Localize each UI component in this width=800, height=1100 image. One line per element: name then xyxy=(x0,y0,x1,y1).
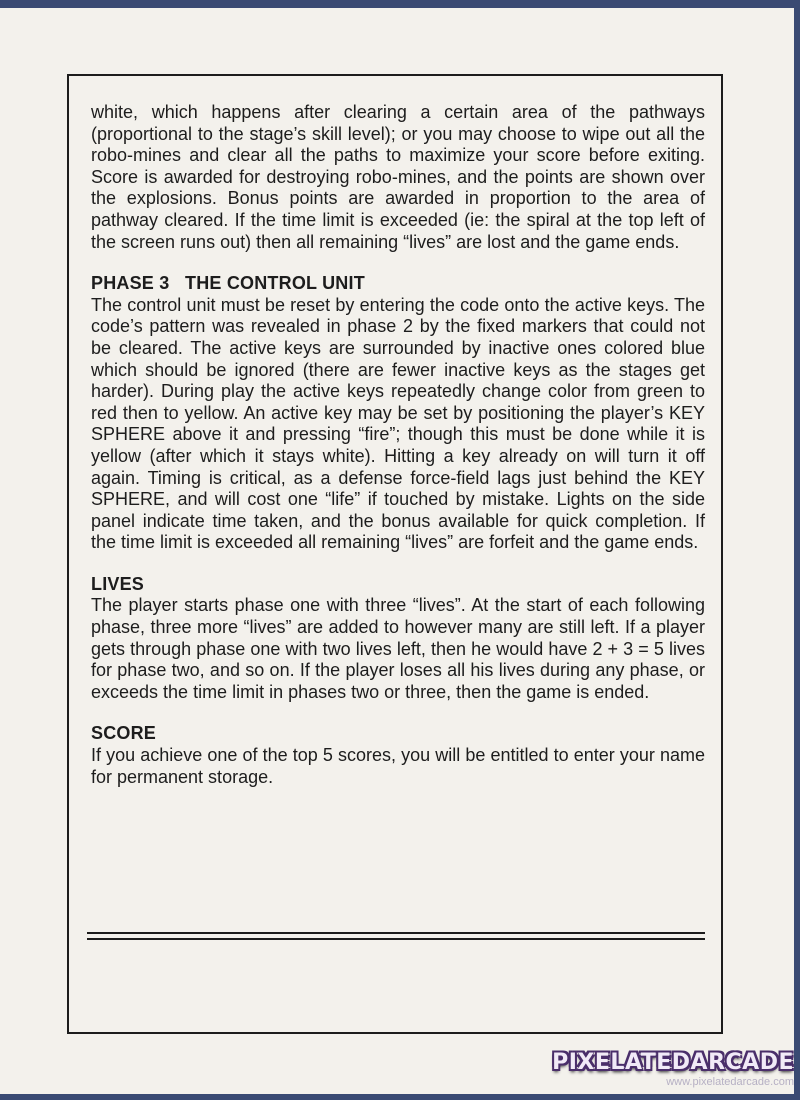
page-content xyxy=(91,102,705,788)
section-body: The player starts phase one with three “lives”. At the start of each following phase, three more “lives” are added to however many are still left. If a player gets through phase one with two lives left, then he would have 2 + 3 = 5 lives for phase two, and so on. If the player loses all his lives during any phase, or exceeds the time limit in phases two or three, then the game is ended. xyxy=(91,595,705,702)
watermark-url: www.pixelatedarcade.com xyxy=(666,1076,794,1088)
section-heading: PHASE 3 THE CONTROL UNIT xyxy=(91,273,365,294)
double-rule-top xyxy=(87,932,705,934)
section-heading: SCORE xyxy=(91,723,157,744)
manual-page xyxy=(0,8,794,1094)
page-border xyxy=(67,74,723,1034)
section-body: The control unit must be reset by entering the code onto the active keys. The code’s pattern was revealed in phase 2 by the fixed markers that could not be cleared. The active keys are surrounded by inactive ones colored blue which should be ignored (there are fewer inactive keys as the stages get harder). During play the active keys repeatedly change color from green to red then to yellow. An active key may be set by positioning the player’s KEY SPHERE above it and pressing “fire”; though this must be done while it is yellow (after which it stays white). Hitting a key already on will turn it off again. Timing is critical, as a defense force-field lags just behind the KEY SPHERE, and will cost one “life” if touched by mistake. Lights on the side panel indicate time taken, and the bonus available for quick completion. If the time limit is exceeded all remaining “lives” are forfeit and the game ends. xyxy=(91,294,705,553)
double-rule-bottom xyxy=(87,938,705,940)
section-body: If you achieve one of the top 5 scores, you will be entitled to enter your name for permanent storage. xyxy=(91,745,705,787)
watermark xyxy=(552,1050,794,1088)
section-phase-3 xyxy=(91,273,705,554)
section-lives xyxy=(91,574,705,704)
section-heading: LIVES xyxy=(91,573,145,594)
watermark-logo: PIXELATEDARCADE xyxy=(552,1050,794,1075)
section-score xyxy=(91,723,705,788)
intro-paragraph: white, which happens after clearing a certain area of the pathways (proportional to the stage’s skill level); or you may choose to wipe out all the robo-mines and clear all the paths to maximize your score before exiting. Score is awarded for destroying robo-mines, and the points are shown over the explosions. Bonus points are awarded in proportion to the area of pathway cleared. If the time limit is exceeded (ie: the spiral at the top left of the screen runs out) then all remaining “lives” are lost and the game ends. xyxy=(91,102,705,252)
